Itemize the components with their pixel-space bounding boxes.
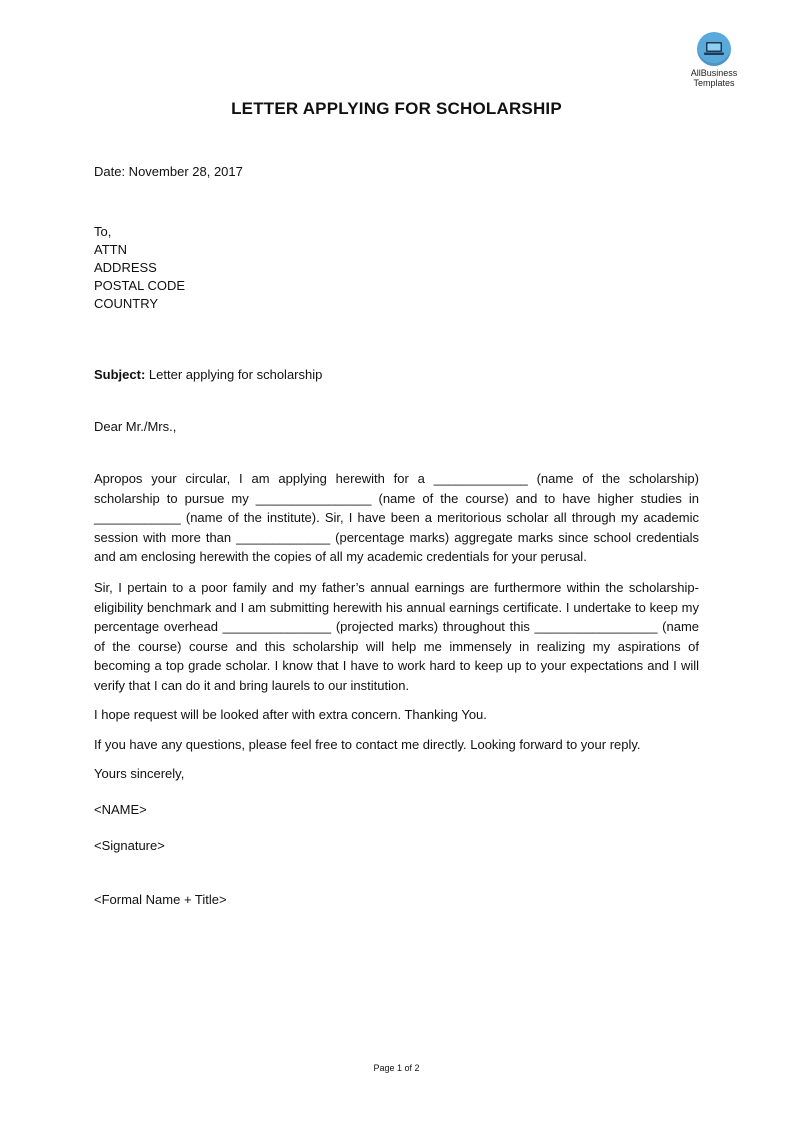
address-line: POSTAL CODE xyxy=(94,278,186,293)
logo-text-line2: Templates xyxy=(693,78,735,88)
subject-line xyxy=(94,366,322,384)
logo-text-line1: AllBusiness xyxy=(690,68,738,78)
document-title: LETTER APPLYING FOR SCHOLARSHIP xyxy=(231,99,562,118)
subject-text: Letter applying for scholarship xyxy=(148,367,323,382)
sender-name: <NAME> xyxy=(94,802,147,817)
letter-date: Date: November 28, 2017 xyxy=(94,164,243,179)
laptop-icon xyxy=(697,32,731,66)
signature-placeholder: <Signature> xyxy=(94,838,165,853)
address-line: ADDRESS xyxy=(94,260,157,275)
body-paragraph: Sir, I pertain to a poor family and my father’s annual earnings are furthermore within the scholarship-eligibility benchmark and I am submitting herewith his annual earnings certificate. I undertake to keep my percentage overhead _______________ (projected marks) throughout this _________________ (name of the course) course and this scholarship will help me immensely in realizing my aspirations of becoming a top grade scholar. I know that I have to work hard to keep up to your expectations and I will verify that I can do it and bring laurels to our institution. xyxy=(94,580,699,693)
formal-name-title: <Formal Name + Title> xyxy=(94,892,227,907)
body-paragraph: I hope request will be looked after with extra concern. Thanking You. xyxy=(94,707,487,722)
recipient-address xyxy=(94,223,185,313)
address-line: COUNTRY xyxy=(94,296,159,311)
body-paragraph: If you have any questions, please feel free to contact me directly. Looking forward to your reply. xyxy=(94,737,641,752)
brand-logo xyxy=(682,32,746,88)
closing: Yours sincerely, xyxy=(94,766,185,781)
salutation: Dear Mr./Mrs., xyxy=(94,419,177,434)
body-paragraph: Apropos your circular, I am applying herewith for a _____________ (name of the scholarship) scholarship to pursue my ________________ (name of the course) and to have higher studies in ____________ (name of the institute). Sir, I have been a meritorious scholar all through my academic session with more than _____________ (percentage marks) aggregate marks since school credentials and am enclosing herewith the copies of all my academic credentials for your perusal. xyxy=(94,471,699,564)
address-line: ATTN xyxy=(94,242,127,257)
page-number: Page 1 of 2 xyxy=(373,1063,420,1073)
subject-label: Subject: xyxy=(94,367,146,382)
address-line: To, xyxy=(94,224,112,239)
